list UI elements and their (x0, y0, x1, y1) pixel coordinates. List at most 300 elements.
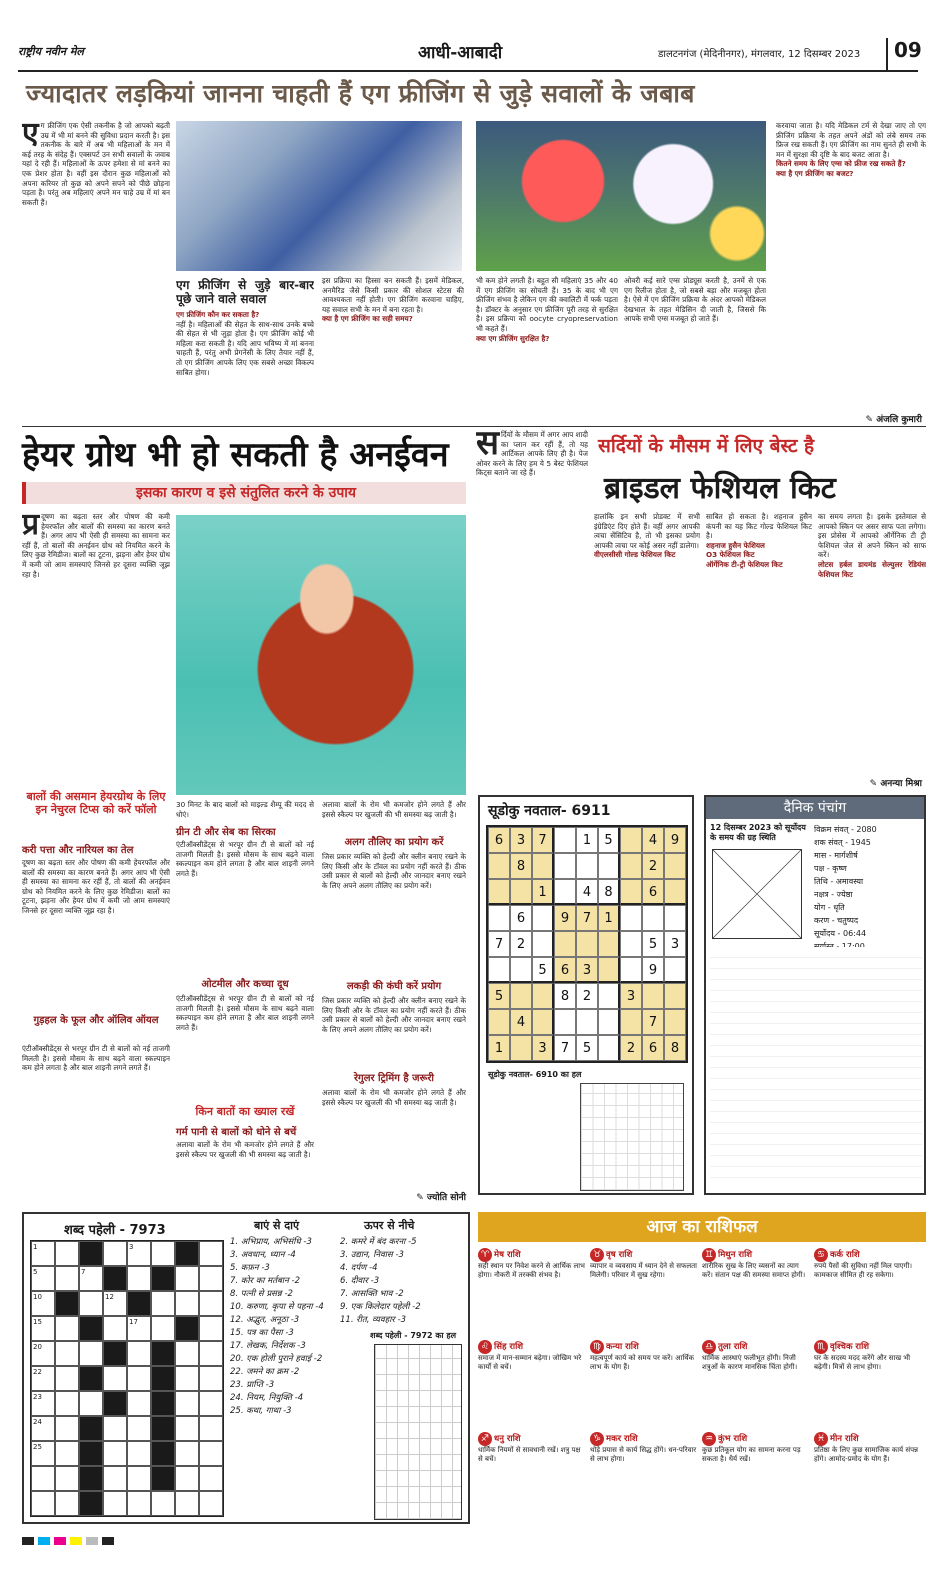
rashifal-sign-name: मेष राशि (494, 1250, 521, 1260)
crossword-cell (103, 1466, 127, 1491)
story2-trim-text: अलावा बालों के रोम भी कमजोर होने लगते हैं और इससे स्कैल्प पर खुजली की भी समस्या बढ़ जाती है। (322, 1088, 466, 1107)
crossword-cell (199, 1266, 223, 1291)
zodiac-icon: ♑ (590, 1432, 604, 1446)
sudoku-cell (664, 853, 686, 879)
crossword-clue-down: 7. आसक्ति भाव -2 (340, 1289, 404, 1299)
crossword-cell (79, 1241, 103, 1266)
panchang-item: सूर्योदय - 06:44 (814, 929, 867, 938)
panchang-item: शक संवत् - 1945 (814, 838, 871, 847)
sudoku-cell: 8 (510, 853, 532, 879)
crossword-cell: 5 (31, 1266, 55, 1291)
crossword-cell (55, 1316, 79, 1341)
rashifal-text: महत्वपूर्ण कार्य को समय पर करें। आर्थिक लाभ के योग हैं। (590, 1354, 695, 1372)
crossword-cell (103, 1416, 127, 1441)
crossword-clue-across: 10. करुणा, कृपा से पहना -4 (230, 1302, 324, 1312)
kundali-chart (712, 849, 802, 939)
rashifal-item (590, 1248, 698, 1338)
rashifal-sign-name: मिथुन राशि (718, 1250, 753, 1260)
newspaper-brand: राष्ट्रीय नवीन मेल (18, 45, 84, 58)
sudoku-cell (598, 983, 620, 1009)
crossword-cell: 12 (103, 1291, 127, 1316)
rashifal-sign-name: कन्या राशि (606, 1342, 639, 1352)
zodiac-icon: ♏ (814, 1340, 828, 1354)
crossword-cell (103, 1241, 127, 1266)
crossword-cell (151, 1366, 175, 1391)
crossword-cell (55, 1241, 79, 1266)
crossword-cell (151, 1341, 175, 1366)
crossword-cell (175, 1441, 199, 1466)
panchang-item: तिथि - अमावस्या (814, 877, 864, 886)
sudoku-cell (532, 905, 554, 931)
panchang-item: पक्ष - कृष्ण (814, 864, 847, 873)
crossword-cell: 10 (31, 1291, 55, 1316)
story3-byline: ✎ अनन्या मिश्रा (869, 779, 922, 789)
story1-headline: ज्यादातर लड़कियां जानना चाहती हैं एग फ्रीजिंग से जुड़े सवालों के जबाब (26, 79, 695, 108)
sudoku-cell: 3 (532, 1035, 554, 1061)
sudoku-cell: 2 (510, 931, 532, 957)
rashifal-sign-name: सिंह राशि (494, 1342, 524, 1352)
crossword-cell (79, 1466, 103, 1491)
crossword-cell (31, 1491, 55, 1516)
crossword-cell (127, 1491, 151, 1516)
crossword-cell (151, 1416, 175, 1441)
crossword-cell (127, 1466, 151, 1491)
crossword-cell: 22 (31, 1366, 55, 1391)
crossword-clue-across: 24. नियम, नियुक्ति -4 (230, 1393, 304, 1403)
sudoku-cell (554, 879, 576, 905)
sudoku-cell (576, 853, 598, 879)
rashifal-item (478, 1432, 586, 1522)
crossword-cell (103, 1341, 127, 1366)
crossword-clue-across: 15. पत्र का पैसा -3 (230, 1328, 294, 1338)
crossword-cell (103, 1316, 127, 1341)
story1-column-2: एग फ्रीजिंग से जुड़े बार-बार पूछे जाने वाले सवाल एग फ्रीजिंग कौन कर सकता है? नहीं है। महिलाओं की सेहत के साथ-साथ उनके बच्चे की सेहत से भी जुड़ा होता है। एग फ्रीजिंग कोई भी महिला करा सकती है। यदि आप भविष्य में मां बनना चाहती हैं, परंतु अभी प्रेगनेंसी के लिए तैयार नहीं हैं, तो एग फ्रीजिंग आपके लिए एक सबसे अच्छा विकल्प साबित होगा। (176, 278, 314, 377)
panchang-box (704, 795, 926, 1195)
rashifal-item (702, 1432, 810, 1522)
sudoku-cell (554, 853, 576, 879)
story2-subhead-hotwater: गर्म पानी से बालों को धोने से बचें (176, 1127, 297, 1138)
sudoku-cell (642, 983, 664, 1009)
crossword-cell (199, 1491, 223, 1516)
sudoku-cell (620, 827, 642, 853)
sudoku-cell: 2 (620, 1035, 642, 1061)
sudoku-cell (488, 905, 510, 931)
sudoku-prev-title: सूडोकु नवताल- 6910 का हल (488, 1070, 582, 1079)
zodiac-icon: ♊ (702, 1248, 716, 1262)
sudoku-cell (664, 957, 686, 983)
crossword-clue-across: 5. कफ़न -3 (230, 1263, 270, 1273)
sudoku-cell (488, 957, 510, 983)
rashifal-item (814, 1432, 922, 1522)
sudoku-cell: 5 (532, 957, 554, 983)
rashifal-text: व्यापार व व्यवसाय में ध्यान देने से सफलता मिलेगी। परिवार में सुख रहेगा। (590, 1262, 697, 1280)
sudoku-cell: 5 (642, 931, 664, 957)
story2-oatmeal-text: एंटीऑक्सीडेंट्स से भरपूर ग्रीन टी से बालों को नई ताजगी मिलती है। इससे मौसम के साथ बढ़ने वाला स्कल्पाइन कम होने लगता है और बाल शाइनी लगने लगते हैं। (176, 994, 314, 1032)
page-number: 09 (886, 38, 922, 70)
crossword-cell (175, 1466, 199, 1491)
rashifal-sign-name: वृश्चिक राशि (830, 1342, 870, 1352)
crossword-cell (199, 1391, 223, 1416)
story2-hotwater-text: अलावा बालों के रोम भी कमजोर होने लगते हैं और इससे स्कैल्प पर खुजली की भी समस्या बढ़ जाती है। (176, 1140, 314, 1159)
crossword-cell (127, 1391, 151, 1416)
crossword-cell (151, 1241, 175, 1266)
crossword-cell (103, 1366, 127, 1391)
sudoku-cell (598, 957, 620, 983)
crossword-cell (175, 1241, 199, 1266)
story1-question-3: क्या एग फ्रीजिंग सुरक्षित है? (476, 333, 550, 343)
dateline: डालटनगंज (मेदिनीनगर), मंगलवार, 12 दिसम्बर 2023 (658, 49, 861, 60)
rashifal-item (478, 1248, 586, 1338)
crossword-cell: 23 (31, 1391, 55, 1416)
story1-question-4: कितने समय के लिए एग्स को फ्रीज रख सकते हैं? (776, 159, 906, 169)
crossword-clue-across: 12. अद्भुत, अनूठा -3 (230, 1315, 300, 1325)
crossword-cell (151, 1266, 175, 1291)
story1-column-6: करवाया जाता है। यदि मेडिकल टर्म से देखा जाए तो एग फ्रीजिंग प्रक्रिया के तहत अपने अंडों को लंबे समय तक फ्रिज रख सकती हैं। एग फ्रीजिंग का नाम सुनते ही सभी के मन में सुरक्षा की दृष्टि के बाद बजट आता है। कितने समय के लिए एग्स को फ्रीज रख सकते हैं? क्या है एग फ्रीजिंग का बजट? (776, 121, 926, 178)
sudoku-cell (532, 853, 554, 879)
dropcap: स (476, 430, 499, 463)
crossword-cell (55, 1291, 79, 1316)
sudoku-cell (488, 1009, 510, 1035)
sudoku-cell: 4 (642, 827, 664, 853)
panchang-item: मास - मार्गशीर्ष (814, 851, 858, 860)
rashifal-item (814, 1248, 922, 1338)
rashifal-text: धार्मिक नियमों से सावधानी रखें। शत्रु पक्ष से बचें। (478, 1446, 581, 1464)
dropcap: प्र (22, 512, 40, 542)
crossword-title: शब्द पहेली - 7973 (64, 1223, 166, 1238)
crossword-cell (151, 1491, 175, 1516)
crossword-cell (79, 1391, 103, 1416)
rashifal-sign-name: कुंभ राशि (718, 1434, 748, 1444)
panchang-title: दैनिक पंचांग (706, 797, 924, 819)
rashifal-item (590, 1340, 698, 1430)
crossword-cell (175, 1366, 199, 1391)
crossword-cell (79, 1441, 103, 1466)
sudoku-cell: 3 (576, 957, 598, 983)
crossword-box (22, 1212, 470, 1524)
crossword-cell (151, 1466, 175, 1491)
sudoku-cell (576, 931, 598, 957)
story1-subheading: एग फ्रीजिंग से जुड़े बार-बार पूछे जाने वाले सवाल (176, 278, 314, 306)
crossword-cell (175, 1391, 199, 1416)
crossword-cell (127, 1366, 151, 1391)
story2-curry-text: दूषण का बढ़ता स्तर और पोषण की कमी हेयरफॉल और बालों की समस्या का कारण बनते हैं। अगर आप भी ऐसी ही समस्या का सामना कर रहीं हैं, तो बालों की अनईवन ग्रोथ को नियमित करने के लिए कुछ रेमिडीज। बालों का टूटना, झड़ना और हेयर ग्रोथ में कमी जो आम समस्याएं जिनसे हर दूसरा व्यक्ति जूझ रहा है। (22, 858, 170, 915)
rashifal-item (702, 1340, 810, 1430)
sudoku-cell (510, 983, 532, 1009)
crossword-cell (175, 1266, 199, 1291)
sudoku-cell (620, 931, 642, 957)
rashifal-sign-name: तुला राशि (718, 1342, 748, 1352)
crossword-cell (199, 1416, 223, 1441)
sudoku-cell: 6 (510, 905, 532, 931)
crossword-clue-across: 17. लेखक, निर्देशक -3 (230, 1341, 306, 1351)
sudoku-cell: 1 (598, 905, 620, 931)
crossword-cell (175, 1316, 199, 1341)
crossword-cell (55, 1416, 79, 1441)
panchang-list (814, 823, 922, 953)
sudoku-cell: 8 (664, 1035, 686, 1061)
sudoku-cell: 3 (620, 983, 642, 1009)
woman-hair-photo (176, 515, 466, 795)
sudoku-cell (598, 853, 620, 879)
sudoku-cell: 7 (642, 1009, 664, 1035)
crossword-prev-solution (374, 1344, 462, 1520)
crossword-cell (199, 1316, 223, 1341)
crossword-cell (127, 1341, 151, 1366)
rashifal-text: थोड़े प्रयास से कार्य सिद्ध होंगे। धन-परिवार से लाभ होगा। (590, 1446, 697, 1464)
story2-hibiscus-text: एंटीऑक्सीडेंट्स से भरपूर ग्रीन टी से बालों को नई ताजगी मिलती है। इससे मौसम के साथ बढ़ने वाला स्कल्पाइन कम होने लगता है और बाल शाइनी लगने लगते हैं। (22, 1044, 170, 1073)
crossword-cell (55, 1391, 79, 1416)
crossword-cell (127, 1266, 151, 1291)
story2-column-3a: अलावा बालों के रोम भी कमजोर होने लगते हैं और इससे स्कैल्प पर खुजली की भी समस्या बढ़ जाती है। (322, 800, 466, 819)
crossword-cell (103, 1391, 127, 1416)
sudoku-cell: 8 (554, 983, 576, 1009)
crossword-prev-title: शब्द पहेली - 7972 का हल (370, 1331, 457, 1340)
sudoku-box (478, 795, 694, 1195)
story2-comb-text: जिस प्रकार व्यक्ति को हेल्दी और क्लीन बनाए रखने के लिए किसी और के टॉवल का प्रयोग नहीं करते हैं। ठीक उसी प्रकार से बालों को हेल्दी और जानदार बनाए रखने के लिए अपने अलग तौलिए का प्रयोग करें। (322, 996, 466, 1034)
sudoku-cell (598, 931, 620, 957)
panchang-item: करण - चतुष्पद (814, 916, 859, 925)
story1-column-5: ओवरी कई सारे एग्स प्रोड्यूस करती है, उनमें से एक एग रिलीज होता है, जो सबसे बड़ा और मजबूत होता है। ऐसे में एग फ्रीजिंग प्रक्रिया के अंदर आपको मेडिकल देखभाल के तहत मेडिसिन दी जाती है, जिससे कि आपके सभी एग्स मजबूत हो जाते हैं। (624, 276, 766, 324)
sudoku-cell: 6 (554, 957, 576, 983)
story2-subhead-comb: लकड़ी की कंघी करें प्रयोग (346, 981, 442, 992)
sudoku-cell: 5 (576, 1035, 598, 1061)
sudoku-cell (554, 1009, 576, 1035)
crossword-cell (199, 1341, 223, 1366)
crossword-cell (79, 1416, 103, 1441)
sudoku-cell (620, 1009, 642, 1035)
rashifal-item (702, 1248, 810, 1338)
crossword-cell (55, 1341, 79, 1366)
sudoku-cell: 1 (488, 1035, 510, 1061)
crossword-cell: 17 (127, 1316, 151, 1341)
story2-towel-text: जिस प्रकार व्यक्ति को हेल्दी और क्लीन बनाए रखने के लिए किसी और के टॉवल का प्रयोग नहीं करते हैं। ठीक उसी प्रकार से बालों को हेल्दी और जानदार बनाए रखने के लिए अपने अलग तौलिए का प्रयोग करें। (322, 852, 466, 890)
crossword-cell (127, 1441, 151, 1466)
zodiac-icon: ♓ (814, 1432, 828, 1446)
story2-byline: ✎ ज्योति सोनी (416, 1193, 466, 1203)
zodiac-icon: ♌ (478, 1340, 492, 1354)
crossword-cell (103, 1441, 127, 1466)
crossword-clue-across: 7. कोर का मर्तबान -2 (230, 1276, 301, 1286)
rashifal-item (590, 1432, 698, 1522)
crossword-cell (151, 1291, 175, 1316)
story2-subhead-curry: करी पत्ता और नारियल का तेल (22, 845, 134, 856)
story2-subhead-oatmeal: ओटमील और कच्चा दूध (201, 979, 289, 990)
crossword-cell: 15 (31, 1316, 55, 1341)
sudoku-cell (620, 879, 642, 905)
story1-column-1: ए ग फ्रीजिंग एक ऐसी तकनीक है जो आपको बढ़ती उम्र में भी मां बनने की सुविधा प्रदान करती है। इस तकनीक के बारे में अब भी महिलाओं के मन में कई तरह के संदेह हैं। एक्सपर्ट उन सभी सवालों के जवाब यहां दे रही हैं। महिलाओं के ऊपर हमेशा से मां बनने का एक प्रेशर होता है। वहीं इस दौरान कुछ महिलाओं को अपना करियर तो कुछ को अपने सपने को पीछे छोड़ना पड़ता है। परंतु अब महिलाएं अपने मन चाहे उम्र में मां बन सकती हैं। (22, 121, 170, 207)
sudoku-cell: 2 (576, 983, 598, 1009)
sudoku-cell (532, 983, 554, 1009)
story3-column-3: साबित हो सकता है। शहनाज हुसैन कंपनी का यह किट गोल्ड फेशियल किट है। शहनाज हुसैन फेशियल O3 फेशियल किट ऑर्गेनिक टी-ट्री फेशियल किट (706, 512, 812, 569)
crossword-cell (55, 1491, 79, 1516)
crossword-cell (103, 1266, 127, 1291)
crossword-clue-down: 11. रीत, व्यवहार -3 (340, 1315, 407, 1325)
sudoku-cell: 6 (642, 879, 664, 905)
crossword-cell (199, 1466, 223, 1491)
rashifal-text: शारीरिक सुख के लिए व्यसनों का त्याग करें। संतान पक्ष की समस्या समाप्त होगी। (702, 1262, 806, 1280)
crossword-cell (127, 1291, 151, 1316)
crossword-cell (55, 1466, 79, 1491)
crossword-cell: 20 (31, 1341, 55, 1366)
sudoku-cell: 1 (576, 827, 598, 853)
crossword-cell (199, 1441, 223, 1466)
sudoku-title: सूडोकु नवताल- 6911 (488, 803, 611, 819)
story2-greentea-text: एंटीऑक्सीडेंट्स से भरपूर ग्रीन टी से बालों को नई ताजगी मिलती है। इससे मौसम के साथ बढ़ने वाला स्कल्पाइन कम होने लगता है और बाल शाइनी लगने लगते हैं। (176, 840, 314, 878)
rashifal-item (814, 1340, 922, 1430)
sudoku-cell: 7 (532, 827, 554, 853)
crossword-clue-across: 3. अवधान, ध्यान -4 (230, 1250, 296, 1260)
crossword-across-title: बाएं से दाएं (254, 1219, 300, 1232)
crossword-cell (175, 1491, 199, 1516)
sudoku-cell: 9 (664, 827, 686, 853)
section-title: आधी-आबादी (418, 43, 503, 63)
story3-column-2: हालांकि इन सभी प्रोडक्ट में सभी इंग्रेडिएंट दिए होते हैं। वहीं अगर आपकी त्वचा सेंसिटिव है, तो भी इसका प्रयोग आपकी त्वचा पर कोई असर नहीं डालेगा। वीएलसीसी गोल्ड फेशियल किट (594, 512, 700, 560)
sudoku-cell (664, 905, 686, 931)
crossword-cell (31, 1466, 55, 1491)
crossword-cell (127, 1416, 151, 1441)
crossword-cell (175, 1416, 199, 1441)
panchang-item: नक्षत्र - ज्येष्ठा (814, 890, 853, 899)
sudoku-cell (532, 931, 554, 957)
rashifal-title: आज का राशिफल (478, 1212, 926, 1242)
sudoku-cell (642, 905, 664, 931)
crossword-clue-across: 20. एक होली पुराने हवाई -2 (230, 1354, 323, 1364)
crossword-clue-across: 22. जमने का क्रम -2 (230, 1367, 300, 1377)
sudoku-cell (620, 853, 642, 879)
rashifal-box (478, 1212, 926, 1524)
zodiac-icon: ♉ (590, 1248, 604, 1262)
panchang-item: विक्रम संवत् - 2080 (814, 825, 877, 834)
rashifal-sign-name: वृष राशि (606, 1250, 633, 1260)
crossword-clue-across: 25. कथा, गाथा -3 (230, 1406, 292, 1416)
rashifal-sign-name: मीन राशि (830, 1434, 859, 1444)
rashifal-sign-name: धनु राशि (494, 1434, 521, 1444)
sudoku-cell (664, 879, 686, 905)
sudoku-cell (598, 1009, 620, 1035)
crossword-cell (79, 1366, 103, 1391)
story2-column-2a: 30 मिनट के बाद बालों को माइल्ड शैम्पू की मदद से धोएं। (176, 800, 314, 819)
crossword-cell (175, 1341, 199, 1366)
crossword-cell (55, 1441, 79, 1466)
rashifal-text: कुछ प्रतिकूल योग का सामना करना पड़ सकता है। धैर्य रखें। (702, 1446, 801, 1464)
rashifal-text: समाज में मान-सम्मान बढ़ेगा। जोखिम भरे कार्यों से बचें। (478, 1354, 582, 1372)
rashifal-item (478, 1340, 586, 1430)
crossword-cell: 24 (31, 1416, 55, 1441)
crossword-grid (30, 1240, 224, 1517)
rashifal-text: प्रतिष्ठा के लिए कुछ सामाजिक कार्य संपन्न होंगे। आमोद-प्रमोद के योग हैं। (814, 1446, 919, 1464)
rashifal-text: घर के सदस्य मदद करेंगे और साख भी बढ़ेगी। मित्रों से लाभ होगा। (814, 1354, 911, 1372)
sudoku-cell (664, 1009, 686, 1035)
sudoku-cell: 7 (488, 931, 510, 957)
sudoku-cell: 4 (576, 879, 598, 905)
sudoku-cell: 8 (598, 879, 620, 905)
crossword-clue-across: 1. अभिप्राय, अभिसंधि -3 (230, 1237, 312, 1247)
sudoku-cell: 6 (488, 827, 510, 853)
story2-tips-heading: बालों की असमान हेयरग्रोथ के लिए इन नेचुरल टिप्स को करें फॉलो (26, 790, 166, 816)
zodiac-icon: ♐ (478, 1432, 492, 1446)
sudoku-cell (554, 931, 576, 957)
sudoku-cell (510, 879, 532, 905)
story2-subhead-trim: रेगुलर ट्रिमिंग है जरूरी (353, 1073, 435, 1084)
sudoku-cell (576, 1009, 598, 1035)
crossword-cell (79, 1341, 103, 1366)
story2-subhead-care: किन बातों का ख्याल रखें (195, 1105, 295, 1118)
crossword-cell (55, 1366, 79, 1391)
sudoku-cell: 7 (554, 1035, 576, 1061)
story2-subhead-hibiscus: गुड़हल के फूल और ऑलिव ऑयल (33, 1015, 159, 1026)
sudoku-cell (620, 957, 642, 983)
sudoku-cell: 7 (576, 905, 598, 931)
panchang-tables (710, 947, 922, 1187)
rashifal-sign-name: कर्क राशि (830, 1250, 860, 1260)
story2-headline: हेयर ग्रोथ भी हो सकती है अनईवन (22, 435, 449, 475)
crossword-cell: 25 (31, 1441, 55, 1466)
crossword-cell (199, 1291, 223, 1316)
story1-question-1: एग फ्रीजिंग कौन कर सकता है? (176, 310, 260, 319)
sudoku-cell: 1 (532, 879, 554, 905)
rashifal-text: सही स्थान पर निवेश करने से आर्थिक लाभ होगा। नौकरी में तरक्की संभव है। (478, 1262, 585, 1280)
crossword-clue-down: 3. उद्यान, निवास -3 (340, 1250, 404, 1260)
masthead (18, 36, 922, 72)
crossword-clue-across: 8. पत्नी से प्रसन्न -2 (230, 1289, 293, 1299)
story2-strap: इसका कारण व इसे संतुलित करने के उपाय (22, 482, 466, 504)
sudoku-cell (532, 1009, 554, 1035)
crossword-cell (151, 1441, 175, 1466)
sudoku-prev-solution (580, 1083, 684, 1191)
sudoku-cell: 9 (554, 905, 576, 931)
dropcap: ए (22, 121, 39, 151)
zodiac-icon: ♒ (702, 1432, 716, 1446)
divider (22, 426, 926, 427)
story1-column-4: भी कम होने लगती है। बहुत सी महिलाएं 35 और 40 में एग फ्रीजिंग का सोचती हैं। 35 के बाद भी एग फ्रीजिंग संभव है लेकिन एग की क्वालिटी में फर्क पड़ता है। डॉक्टर के अनुसार एग फ्रीजिंग पूरी तरह से सुरक्षित है। इस प्रक्रिया को oocyte cryopreservation भी कहते हैं। क्या एग फ्रीजिंग सुरक्षित है? (476, 276, 618, 343)
crossword-cell (151, 1391, 175, 1416)
crossword-cell (79, 1291, 103, 1316)
story2-subhead-greentea: ग्रीन टी और सेब का सिरका (176, 827, 276, 838)
crossword-cell (199, 1366, 223, 1391)
sudoku-cell (510, 1035, 532, 1061)
crossword-cell (175, 1291, 199, 1316)
story1-byline: ✎ अंजलि कुमारी (865, 415, 922, 425)
crossword-cell: 1 (31, 1241, 55, 1266)
crossword-cell (103, 1491, 127, 1516)
crossword-clue-down: 9. एक किलेदार पहेली -2 (340, 1302, 421, 1312)
sudoku-cell (488, 853, 510, 879)
colorful-eggs-photo (476, 121, 766, 271)
crossword-cell: 3 (127, 1241, 151, 1266)
rashifal-text: धार्मिक आस्थाएं फलीभूत होंगी। निजी शत्रुओं के कारण मानसिक चिंता होगी। (702, 1354, 798, 1372)
crossword-cell (79, 1316, 103, 1341)
crossword-clue-down: 4. दर्पण -4 (340, 1263, 378, 1273)
sudoku-cell: 5 (598, 827, 620, 853)
sudoku-cell: 9 (642, 957, 664, 983)
sudoku-cell: 3 (664, 931, 686, 957)
sudoku-cell (620, 905, 642, 931)
egg-freezing-lab-photo (176, 121, 462, 271)
crossword-clue-across: 23. प्राप्ति -3 (230, 1380, 275, 1390)
panchang-date-line: 12 दिसम्बर 2023 को सूर्योदय के समय की ग्रह स्थिति (710, 823, 806, 842)
story1-column-3: इस प्रक्रिया का हिस्सा बन सकती हैं। इसमें मेडिकल, अनमैरिड जैसे किसी प्रकार की सोशल स्टेटस की आवश्यकता नहीं होती। एग फ्रीजिंग करवाना चाहिए, यह सवाल सभी के मन में बना रहता है। क्या है एग फ्रीजिंग का सही समय? (322, 276, 464, 324)
story2-subhead-towel: अलग तौलिए का प्रयोग करें (344, 837, 444, 848)
story1-question-2: क्या है एग फ्रीजिंग का सही समय? (322, 314, 413, 324)
crossword-down-clues (340, 1236, 466, 1326)
sudoku-cell (598, 1035, 620, 1061)
crossword-clue-down: 2. कमरे में बंद करना -5 (340, 1237, 417, 1247)
panchang-item: योग - धृति (814, 903, 845, 912)
sudoku-cell: 6 (642, 1035, 664, 1061)
sudoku-cell (664, 983, 686, 1009)
zodiac-icon: ♍ (590, 1340, 604, 1354)
sudoku-cell: 2 (642, 853, 664, 879)
